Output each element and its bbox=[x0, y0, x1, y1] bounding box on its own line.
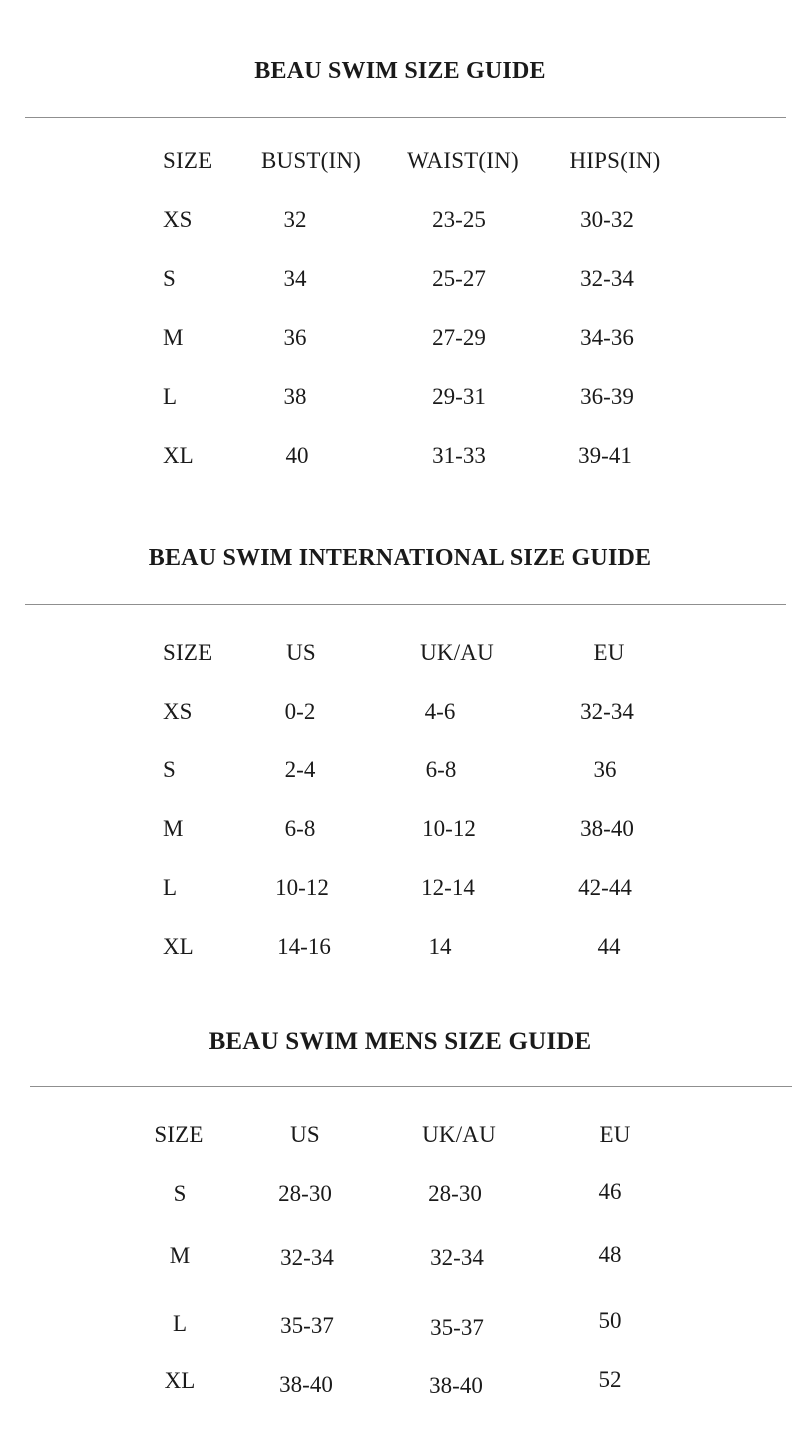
size-cell: L bbox=[172, 1311, 188, 1336]
eu-cell: 32-34 bbox=[580, 699, 634, 724]
size-cell: L bbox=[163, 875, 178, 900]
size-cell: L bbox=[163, 384, 178, 409]
column-header-ukau: UK/AU bbox=[420, 640, 494, 665]
eu-cell: 48 bbox=[598, 1242, 622, 1267]
international-guide-title: BEAU SWIM INTERNATIONAL SIZE GUIDE bbox=[148, 545, 652, 571]
eu-cell: 44 bbox=[597, 934, 621, 959]
size-cell: S bbox=[173, 1181, 187, 1206]
mens-guide-title: BEAU SWIM MENS SIZE GUIDE bbox=[208, 1028, 592, 1055]
waist-cell: 29-31 bbox=[432, 384, 486, 409]
waist-cell: 25-27 bbox=[432, 266, 486, 291]
us-cell: 28-30 bbox=[278, 1181, 332, 1206]
hips-cell: 39-41 bbox=[578, 443, 632, 468]
size-cell: XL bbox=[164, 1368, 196, 1393]
column-header-size: SIZE bbox=[154, 1122, 204, 1147]
ukau-cell: 28-30 bbox=[428, 1181, 482, 1206]
size-cell: M bbox=[163, 325, 184, 350]
us-cell: 14-16 bbox=[277, 934, 331, 959]
bust-cell: 32 bbox=[283, 207, 307, 232]
waist-cell: 23-25 bbox=[432, 207, 486, 232]
eu-cell: 42-44 bbox=[578, 875, 632, 900]
size-guide-divider bbox=[25, 117, 786, 118]
hips-cell: 30-32 bbox=[580, 207, 634, 232]
mens-guide-divider bbox=[30, 1086, 792, 1087]
bust-cell: 36 bbox=[283, 325, 307, 350]
hips-cell: 32-34 bbox=[580, 266, 634, 291]
column-header-us: US bbox=[290, 1122, 320, 1147]
international-guide-divider bbox=[25, 604, 786, 605]
ukau-cell: 35-37 bbox=[430, 1315, 484, 1340]
column-header-us: US bbox=[286, 640, 316, 665]
us-cell: 10-12 bbox=[275, 875, 329, 900]
bust-cell: 34 bbox=[283, 266, 307, 291]
column-header-size: SIZE bbox=[163, 640, 213, 665]
column-header-waist: WAIST(IN) bbox=[407, 148, 519, 173]
bust-cell: 38 bbox=[283, 384, 307, 409]
eu-cell: 52 bbox=[598, 1367, 622, 1392]
hips-cell: 34-36 bbox=[580, 325, 634, 350]
size-cell: XS bbox=[163, 699, 193, 724]
eu-cell: 46 bbox=[598, 1179, 622, 1204]
eu-cell: 38-40 bbox=[580, 816, 634, 841]
column-header-bust: BUST(IN) bbox=[261, 148, 361, 173]
ukau-cell: 4-6 bbox=[424, 699, 456, 724]
size-cell: S bbox=[163, 266, 176, 291]
ukau-cell: 38-40 bbox=[429, 1373, 483, 1398]
ukau-cell: 6-8 bbox=[425, 757, 457, 782]
eu-cell: 50 bbox=[598, 1308, 622, 1333]
us-cell: 32-34 bbox=[280, 1245, 334, 1270]
column-header-size: SIZE bbox=[163, 148, 213, 173]
bust-cell: 40 bbox=[285, 443, 309, 468]
us-cell: 38-40 bbox=[279, 1372, 333, 1397]
us-cell: 35-37 bbox=[280, 1313, 334, 1338]
ukau-cell: 32-34 bbox=[430, 1245, 484, 1270]
ukau-cell: 10-12 bbox=[422, 816, 476, 841]
hips-cell: 36-39 bbox=[580, 384, 634, 409]
waist-cell: 31-33 bbox=[432, 443, 486, 468]
size-cell: XL bbox=[163, 934, 194, 959]
us-cell: 2-4 bbox=[284, 757, 316, 782]
column-header-hips: HIPS(IN) bbox=[569, 148, 661, 173]
size-cell: M bbox=[169, 1243, 191, 1268]
column-header-eu: EU bbox=[599, 1122, 631, 1147]
eu-cell: 36 bbox=[593, 757, 617, 782]
us-cell: 0-2 bbox=[284, 699, 316, 724]
column-header-ukau: UK/AU bbox=[422, 1122, 496, 1147]
size-cell: XS bbox=[163, 207, 193, 232]
ukau-cell: 12-14 bbox=[421, 875, 475, 900]
us-cell: 6-8 bbox=[284, 816, 316, 841]
ukau-cell: 14 bbox=[428, 934, 452, 959]
waist-cell: 27-29 bbox=[432, 325, 486, 350]
size-cell: XL bbox=[163, 443, 194, 468]
size-guide-title: BEAU SWIM SIZE GUIDE bbox=[254, 58, 546, 84]
size-cell: M bbox=[163, 816, 184, 841]
column-header-eu: EU bbox=[593, 640, 625, 665]
size-cell: S bbox=[163, 757, 176, 782]
